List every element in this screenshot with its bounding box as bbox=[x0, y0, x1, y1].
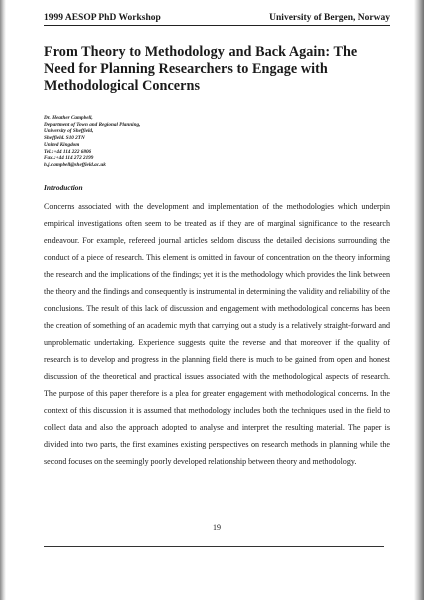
author-fax: Fax.:+44 114 272 2199 bbox=[44, 155, 94, 162]
author-university: University of Sheffield, bbox=[44, 128, 94, 135]
author-department: Department of Town and Regional Planning, bbox=[44, 121, 141, 128]
scan-edge-right bbox=[414, 0, 424, 600]
author-name: Dr. Heather Campbell, bbox=[44, 115, 93, 121]
scan-edge-left bbox=[0, 0, 6, 600]
author-country: United Kingdom bbox=[44, 141, 80, 148]
header-university: University of Bergen, Norway bbox=[269, 13, 390, 23]
page-number: 19 bbox=[213, 523, 221, 532]
author-block bbox=[44, 115, 390, 169]
paper-title: From Theory to Methodology and Back Again: The Need for Planning Researchers to Engage with Methodological Concerns bbox=[44, 44, 358, 94]
running-header bbox=[44, 12, 390, 26]
footer-rule bbox=[44, 546, 384, 547]
header-workshop: 1999 AESOP PhD Workshop bbox=[44, 13, 161, 23]
introduction-paragraph: Concerns associated with the development and implementation of the methodologies which underpin empirical investigations often seem to be treated as if they are of marginal significance to the research endeavour. For example, refereed journal articles seldom discuss the detailed decisions surrounding the conduct of a piece of research. This element is omitted in favour of concentration on the theory informing the research and the implications of the findings; yet it is the methodology which provides the link between the theory and the findings and consequently is instrumental in determining the validity and reliability of the conclusions. The result of this lack of discussion and engagement with methodological concerns has been the creation of something of an academic myth that carrying out a study is a relatively straight-forward and unproblematic undertaking. Experience suggests quite the reverse and that moreover if the quality of research is to develop and progress in the planning field there is much to be gained from open and honest discussion of the theoretical and practical issues associated with the methodological aspects of research. The purpose of this paper therefore is a plea for greater engagement with methodological concerns. In the context of this discussion it is assumed that methodology includes both the techniques used in the field to collect data and also the approach adopted to analyse and interpret the resulting material. The paper is divided into two parts, the first examines existing perspectives on research methods in planning while the second focuses on the seemingly poorly developed relationship between theory and methodology. bbox=[44, 201, 390, 467]
author-city: Sheffield. S10 2TN bbox=[44, 135, 85, 142]
author-telephone: Tel.:+44 114 222 6806 bbox=[44, 148, 92, 155]
paper-page bbox=[44, 12, 390, 532]
section-heading-introduction: Introduction bbox=[44, 182, 83, 192]
author-email: h.j.campbell@sheffield.ac.uk bbox=[44, 161, 106, 168]
